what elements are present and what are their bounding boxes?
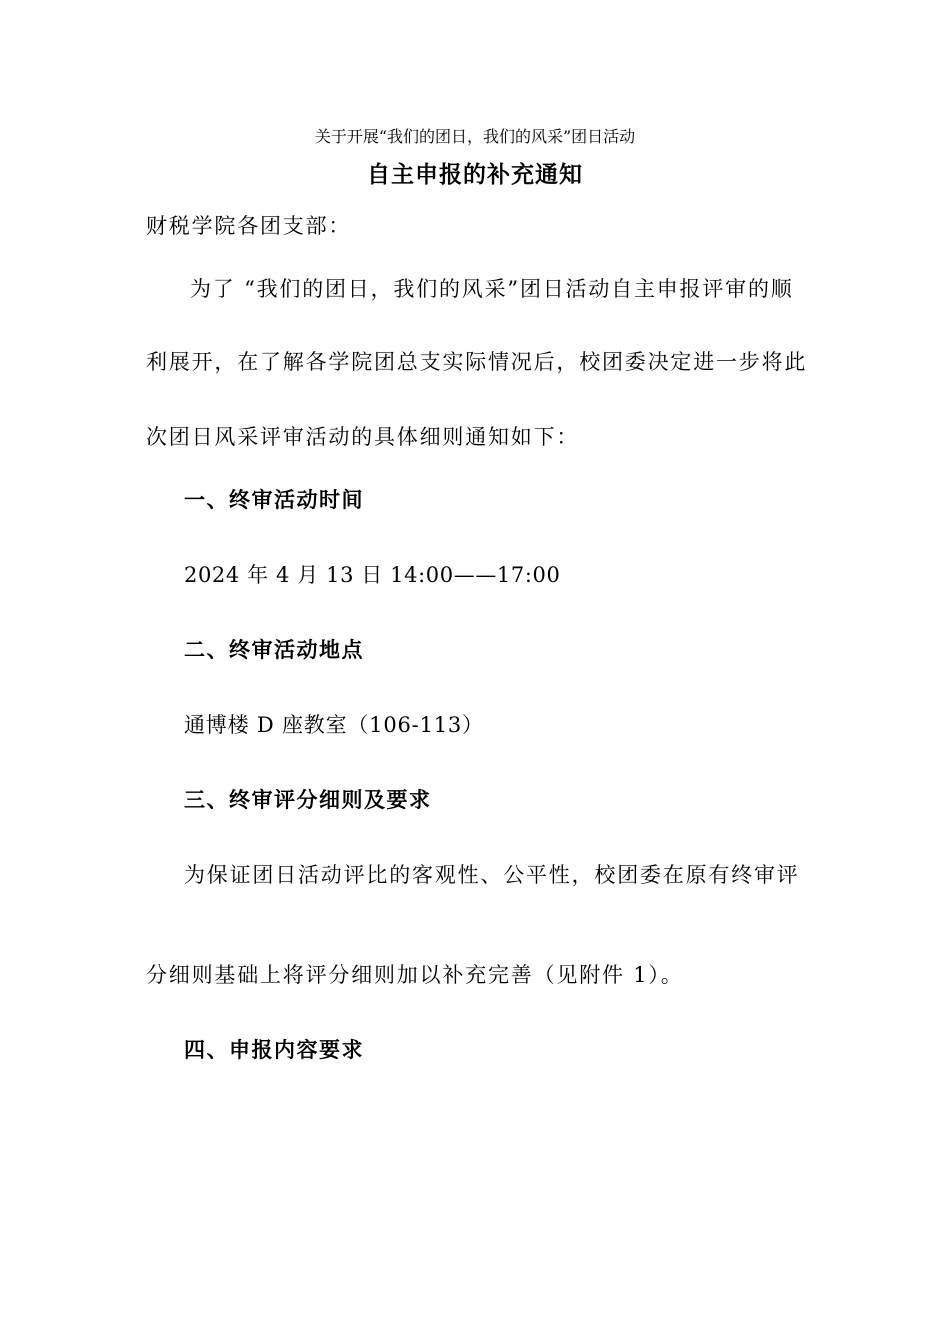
document-subtitle: 关于开展“我们的团日，我们的风采”团日活动 (314, 127, 636, 146)
section-body-scoring-line-2: 分细则基础上将评分细则加以补充完善（见附件 1）。 (146, 963, 684, 987)
intro-line-3: 次团日风采评审活动的具体细则通知如下： (146, 425, 580, 449)
section-heading-requirements: 四、申报内容要求 (184, 1038, 364, 1062)
intro-line-1: 为了 “我们的团日，我们的风采”团日活动自主申报评审的顺 (190, 277, 794, 301)
section-heading-time: 一、终审活动时间 (184, 488, 364, 512)
section-heading-scoring: 三、终审评分细则及要求 (184, 788, 432, 812)
section-heading-location: 二、终审活动地点 (184, 638, 364, 662)
salutation: 财税学院各团支部： (146, 214, 352, 238)
intro-line-2: 利展开，在了解各学院团总支实际情况后，校团委决定进一步将此 (146, 350, 808, 374)
document-title: 自主申报的补充通知 (367, 162, 583, 188)
section-body-location: 通博楼 D 座教室（106-113） (184, 713, 484, 737)
section-body-scoring-line-1: 为保证团日活动评比的客观性、公平性，校团委在原有终审评 (184, 863, 800, 887)
section-body-time: 2024 年 4 月 13 日 14:00——17:00 (184, 563, 561, 587)
